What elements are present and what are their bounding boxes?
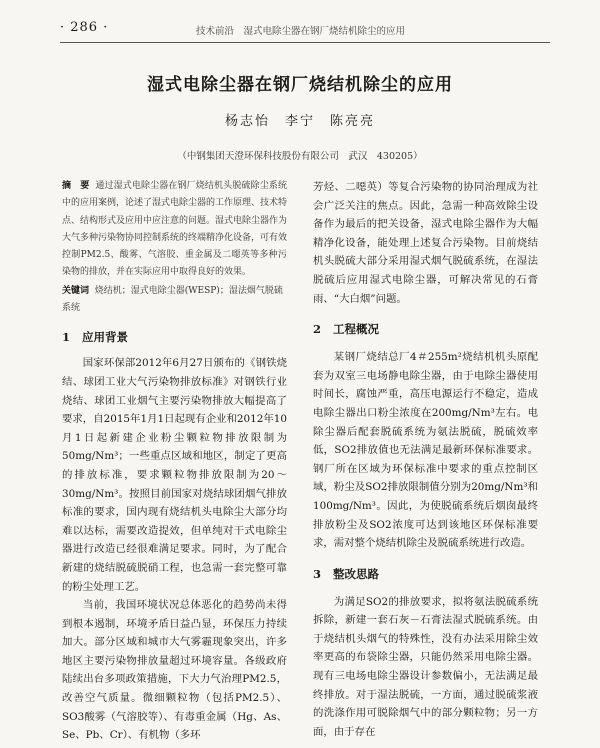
left-column <box>62 178 287 745</box>
section-title: 应用背景 <box>82 330 129 345</box>
author-affiliation: （中钢集团天澄环保科技股份有限公司 武汉 430205） <box>177 151 423 162</box>
page-number: · 286 · <box>60 20 109 35</box>
paragraph: 某钢厂烧结总厂4＃255m²烧结机机头原配套为双室三电场静电除尘器，由于电除尘器使用时间长，腐蚀严重，高压电源运行不稳定，造成电除尘器出口粉尘浓度在200mg/Nm³左右。电除尘器后配套脱硫系统为氨法脱硫，脱硫效率低，SO2排放值也无法满足最新环保标准要求。钢厂所在区域为环保标准中要求的重点控制区域，粉尘及SO2排放限制值分别为20mg/Nm³和100mg/Nm³。因此，为使脱硫系统后烟囱最终排放粉尘及SO2浓度可达到该地区环保标准要求，需对整个烧结机除尘及脱硫系统进行改造。 <box>313 351 538 550</box>
abstract-label: 摘 要 <box>62 181 90 191</box>
keywords-text: 烧结机；湿式电除尘器(WESP)；湿法烟气脱硫系统 <box>62 285 283 314</box>
article-title: 湿式电除尘器在钢厂烧结机除尘的应用 <box>147 75 453 95</box>
abstract-text: 通过湿式电除尘器在钢厂烧结机头脱硫除尘系统中的应用案例，论述了湿式电除尘器的工作原理、技术特点、结构形式及应用中应注意的问题。湿式电除尘器作为大气多种污染物协同控制系统的终端精净化设备，可有效控制PM2.5、酸雾、气溶胶、重金属及二噁英等多种污染物的排放，并在实际应用中取得良好的效果。 <box>62 181 288 278</box>
article-authors: 杨志怡 李宁 陈亮亮 <box>224 114 375 129</box>
running-title: 技术前沿 湿式电除尘器在钢厂烧结机除尘的应用 <box>196 26 406 37</box>
paragraph: 为满足SO2的排放要求，拟将氨法脱硫系统拆除，新建一套石灰－石膏法湿式脱硫系统。由于烧结机头烟气的特殊性，没有办法采用除尘效率更高的布袋除尘器，只能仍然采用电除尘器。现有三电场电除尘器设计参数偏小，无法满足最终排放。对于湿法脱硫，一方面，通过脱硫浆液的洗涤作用可脱除烟气中的部分颗粒物；另一方面，由于存在 <box>313 595 538 738</box>
paragraph: 国家环保部2012年6月27日颁布的《钢铁烧结、球团工业大气污染物排放标准》对钢铁行业烧结、球团工业烟气主要污染物排放大幅提高了要求，自2015年1月1日起现有企业和2012年10月1日起新建企业粉尘颗粒物排放限制为50mg/Nm³；一些重点区域和地区，制定了更高的排放标准，要求颗粒物排放限制为20～30mg/Nm³。按照目前国家对烧结球团烟气排放标准的要求，国内现有烧结机头电除尘大部分均难以达标，需要改造提效，但单纯对干式电除尘器进行改造已经很难满足要求。同时，为了配合新建的烧结脱硫脱硝工程，也急需一套完整可靠的粉尘处理工艺。 <box>62 357 287 593</box>
section-number: 3 <box>313 566 322 581</box>
section-title: 工程概况 <box>333 322 380 337</box>
keywords <box>62 283 287 318</box>
section-number: 2 <box>313 322 322 337</box>
abstract <box>62 178 287 282</box>
keywords-label: 关键词 <box>62 285 90 296</box>
section-heading-3 <box>313 566 538 582</box>
paragraph: 芳烃、二噁英）等复合污染物的协同治理成为社会广泛关注的焦点。因此，急需一种高效除尘设备作为最后的把关设备，湿式电除尘器作为大幅精净化设备，能处理上述复合污染物。目前烧结机头脱硫大部分采用湿式烟气脱硫系统，在湿法脱硫后应用湿式电除尘器，可解决常见的石膏雨、“大白烟”问题。 <box>313 181 538 305</box>
section-title: 整改思路 <box>333 566 380 581</box>
section-heading-2 <box>313 321 538 337</box>
right-column <box>313 178 538 741</box>
page-header <box>0 0 600 46</box>
header-rule <box>60 42 550 43</box>
section-heading-1 <box>62 329 287 345</box>
paragraph: 当前，我国环境状况总体恶化的趋势尚未得到根本遏制，环境矛盾日益凸显，环保压力持续加大。部分区域和城市大气雾霾现象突出，许多地区主要污染物排放量超过环境容量。各级政府陆续出台多项政策措施，下大力气治理PM2.5，改善空气质量。微细颗粒物（包括PM2.5）、SO3酸雾（气溶胶等）、有毒重金属（Hg、As、Se、Pb、Cr）、有机物（多环 <box>62 599 287 742</box>
section-number: 1 <box>62 330 71 345</box>
